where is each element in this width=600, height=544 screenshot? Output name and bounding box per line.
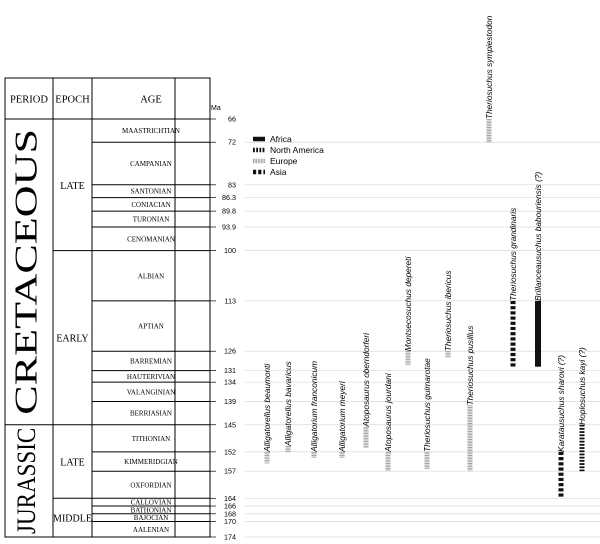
- axis-tick-label: 134: [224, 377, 236, 387]
- taxon-label: Alligatorellus bavaricus: [283, 361, 293, 447]
- legend-swatch: [253, 137, 265, 142]
- age-label: HAUTERIVIAN: [126, 372, 176, 381]
- timescale-table: [5, 78, 210, 537]
- taxon-range-bar: [535, 301, 541, 367]
- legend-swatch: [253, 159, 265, 164]
- taxon-range-bar: [580, 425, 585, 471]
- taxon-range-bar: [559, 452, 564, 497]
- axis-tick-label: 166: [224, 501, 236, 511]
- taxon-range-bar: [364, 427, 369, 448]
- taxon-label: Alligatorium franconicum: [309, 361, 319, 452]
- gridlines: [245, 142, 600, 537]
- age-axis: [210, 105, 236, 542]
- legend: [253, 134, 324, 177]
- age-label: SANTONIAN: [130, 187, 172, 196]
- legend-entry: [253, 156, 298, 166]
- axis-tick-label: 152: [224, 447, 236, 457]
- age-label: TURONIAN: [132, 215, 170, 224]
- axis-tick-label: 86.3: [222, 193, 236, 203]
- age-label: BAJOCIAN: [133, 514, 169, 523]
- axis-tick-label: 131: [224, 366, 236, 376]
- taxon-label: Karatausuchus sharovi (?): [556, 354, 566, 452]
- epoch-label: LATE: [60, 457, 85, 469]
- taxon-range-bar: [406, 351, 411, 365]
- age-label: CAMPANIAN: [130, 160, 172, 169]
- legend-entry: [253, 145, 324, 155]
- axis-tick-label: 93.9: [222, 222, 236, 232]
- axis-tick-label: 168: [224, 509, 236, 519]
- age-label: BERRIASIAN: [129, 409, 173, 418]
- axis-tick-label: 83: [228, 180, 236, 190]
- age-label: MAASTRICHTIAN: [122, 127, 180, 136]
- age-label: BARREMIAN: [129, 357, 173, 366]
- taxon-label: Hoplosuchus kayi (?): [577, 347, 587, 425]
- header-epoch: EPOCH: [55, 94, 90, 106]
- epoch-label: LATE: [60, 180, 85, 192]
- legend-swatch: [253, 148, 264, 153]
- taxon-range-bar: [386, 452, 391, 471]
- age-label: AALENIAN: [132, 525, 170, 534]
- taxon-range-bar: [487, 119, 492, 142]
- axis-tick-label: 126: [224, 346, 236, 356]
- age-label: APTIAN: [138, 322, 164, 331]
- axis-tick-label: 66: [228, 114, 236, 124]
- header-period: PERIOD: [10, 94, 48, 106]
- legend-label: Asia: [270, 167, 287, 177]
- taxon-label: Alligatorellus beaumonti: [262, 363, 272, 452]
- taxon-label: Theriosuchus guimarotae: [422, 358, 432, 452]
- taxon-label: Montsecosuchus depereti: [403, 256, 413, 352]
- age-label: CONIACIAN: [131, 200, 171, 209]
- axis-unit: Ma: [211, 105, 221, 112]
- age-label: VALANGINIAN: [126, 388, 176, 397]
- taxon-label: Brillanceausuchus babouriensis (?): [533, 171, 543, 301]
- axis-tick-label: 157: [224, 466, 236, 476]
- taxon-label: Atoposaurus oberndorferi: [361, 333, 371, 427]
- axis-tick-label: 170: [224, 517, 236, 527]
- legend-swatch: [253, 170, 265, 175]
- axis-tick-label: 174: [224, 532, 236, 542]
- taxon-label: Atoposaurus jourdani: [383, 373, 393, 452]
- axis-tick-label: 89.8: [222, 206, 236, 216]
- axis-tick-label: 164: [224, 493, 236, 503]
- age-label: KIMMERIDGIAN: [124, 458, 178, 467]
- legend-label: Europe: [270, 156, 298, 166]
- taxon-range-bar: [468, 405, 473, 471]
- age-label: CENOMANIAN: [127, 235, 175, 244]
- axis-tick-label: 72: [228, 137, 236, 147]
- taxon-label: Theriosuchus pusillus: [465, 325, 475, 406]
- age-label: OXFORDIAN: [130, 481, 172, 490]
- legend-label: Africa: [270, 134, 292, 144]
- age-label: BATHONIAN: [130, 506, 172, 515]
- axis-tick-label: 100: [224, 246, 236, 256]
- axis-tick-label: 113: [224, 296, 236, 306]
- age-label: TITHONIAN: [131, 434, 171, 443]
- age-label: CALLOVIAN: [130, 498, 172, 507]
- legend-entry: [253, 167, 287, 177]
- period-label: JURASSIC: [11, 414, 41, 534]
- taxon-label: Alligatorium meyeri: [337, 381, 347, 452]
- legend-label: North America: [270, 145, 324, 155]
- taxon-range-bar: [265, 452, 270, 464]
- taxon-range-bar: [511, 301, 516, 367]
- taxon-label: Theriosuchus grandinaris: [508, 207, 518, 301]
- axis-tick-label: 139: [224, 397, 236, 407]
- epoch-label: MIDDLE: [53, 513, 92, 525]
- taxon-label: Theriosuchus ibericus: [443, 270, 453, 352]
- taxon-label: Theriosuchus sympiestodon: [484, 15, 494, 119]
- axis-tick-label: 145: [224, 420, 236, 430]
- header-age: AGE: [140, 94, 162, 106]
- taxon-range-bar: [425, 452, 430, 469]
- age-label: ALBIAN: [137, 272, 165, 281]
- epoch-label: EARLY: [56, 333, 89, 345]
- period-label: CRETACEOUS: [7, 207, 44, 415]
